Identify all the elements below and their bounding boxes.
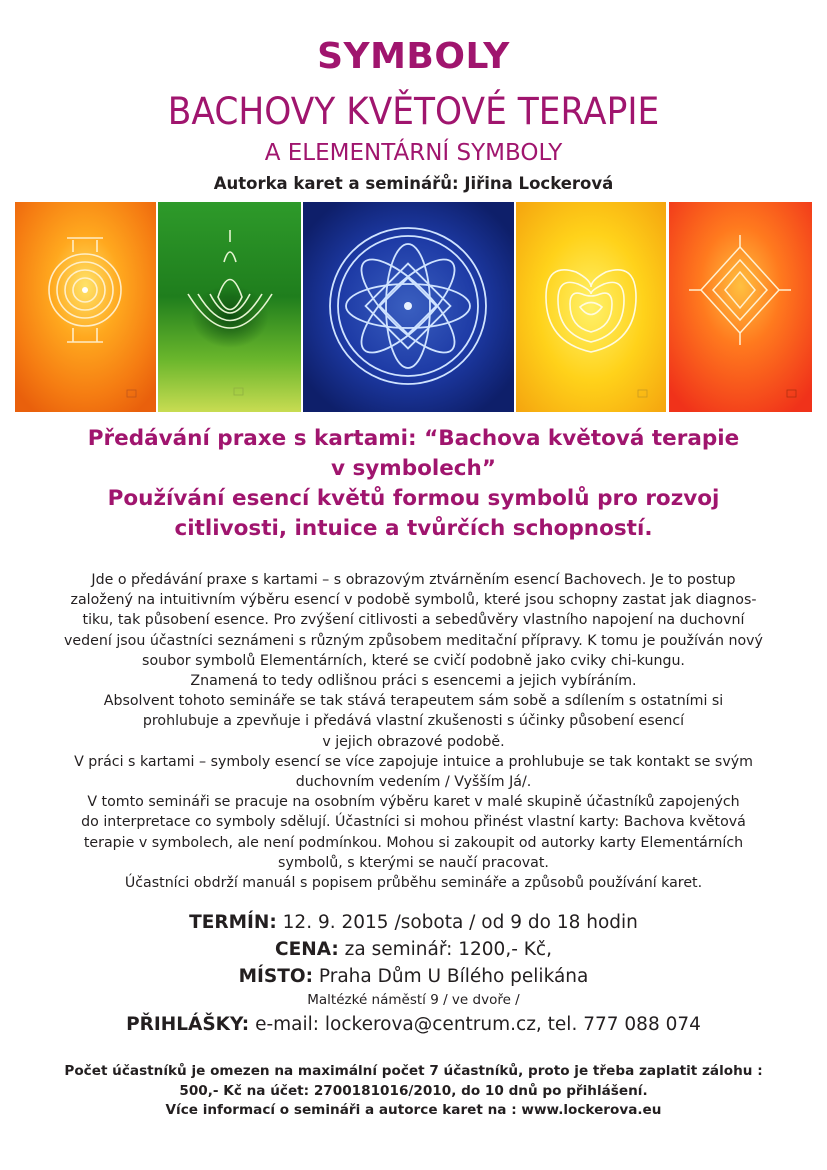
signup-line [0,1014,827,1035]
signup-value: e-mail: lockerova@centrum.cz, tel. 777 088 074 [249,1014,701,1035]
orange-labyrinth-card [15,202,156,412]
yellow-heart-card [516,202,666,412]
description-line: soubor symbolů Elementárních, které se cvičí podobně jako cviky chi-kungu. [142,652,685,669]
price-label: CENA: [275,939,339,960]
description-line: V práci s kartami – symboly esencí se více zapojuje intuice a prohlubuje se tak kontakt se svým [74,753,753,770]
description-line: v jejich obrazové podobě. [322,733,505,750]
term-line [0,912,827,933]
description-line: symbolů, s kterými se naučí pracovat. [278,854,549,871]
place-label: MÍSTO: [238,966,313,987]
blue-star-card [303,202,514,412]
description-line: terapie v symbolech, ale není podmínkou. Mohou si zakoupit od autorky karty Elementárních [83,834,744,851]
term-label: TERMÍN: [189,912,277,933]
address-line: Maltézké náměstí 9 / ve dvoře / [307,992,520,1008]
page-subtitle: BACHOVY KVĚTOVÉ TERAPIE [167,90,660,133]
signup-label: PŘIHLÁŠKY: [126,1014,250,1035]
headline-block [0,424,827,544]
description-line: Jde o předávání praxe s kartami – s obrazovým ztvárněním esencí Bachovech. Je to postup [91,572,736,588]
place-line [0,966,827,987]
term-value: 12. 9. 2015 /sobota / od 9 do 18 hodin [276,912,638,933]
description-line: založený na intuitivním výběru esencí v podobě symbolů, které jsou schopny zastat jak diagnos- [70,592,757,609]
description-line: do interpretace co symboly sdělují. Účastníci si mohou přinést vlastní karty: Bachova květová [81,814,746,831]
description-line: Účastníci obdrží manuál s popisem průběhu semináře a způsobů používání karet. [124,875,703,892]
green-flower-card [158,202,301,412]
footer-line-2: 500,- Kč na účet: 2700181016/2010, do 10 dnů po přihlášení. [179,1082,648,1099]
description-line: Znamená to tedy odlišnou práci s esencemi a jejich vybíráním. [190,673,637,690]
description-line: V tomto semináři se pracuje na osobním výběru karet v malé skupině účastníků zapojených [87,794,740,811]
description-line: tiku, tak působení esence. Pro zvýšení citlivosti a sebedůvěry vlastního napojení na duchovní [82,612,745,629]
red-diamond-card [669,202,812,412]
price-line [0,939,827,960]
page-title: SYMBOLY [317,36,510,77]
footer-line-3: Více informací o semináři a autorce karet na : www.lockerova.eu [165,1102,662,1118]
place-value: Praha Dům U Bílého pelikána [313,966,589,987]
card-images-row [0,202,827,412]
page-subtitle-2: A ELEMENTÁRNÍ SYMBOLY [264,140,563,166]
headline-line-1: Předávání praxe s kartami: “Bachova květová terapie [87,426,740,451]
price-value: za seminář: 1200,- Kč, [338,939,552,960]
description-line: prohlubuje a zpevňuje i předává vlastní zkušenosti s účinky působení esencí [142,713,685,730]
author-line: Autorka karet a seminářů: Jiřina Lockerová [213,174,614,193]
footer-notes [0,1062,827,1121]
description-line: Absolvent tohoto semináře se tak stává terapeutem sám sobě a sdílením s ostatními si [103,693,724,710]
description-text [60,570,767,893]
headline-line-3: Používání esencí květů formou symbolů pro rozvoj [107,486,720,511]
description-line: vedení jsou účastníci seznámeni s různým způsobem meditační přípravy. K tomu je používán nový [64,632,763,649]
headline-line-2: v symbolech” [330,456,496,481]
description-line: duchovním vedením / Vyšším Já/. [295,774,532,791]
headline-line-4: citlivosti, intuice a tvůrčích schopností. [174,516,653,541]
footer-line-1: Počet účastníků je omezen na maximální počet 7 účastníků, proto je třeba zaplatit zálohu : [64,1063,763,1079]
